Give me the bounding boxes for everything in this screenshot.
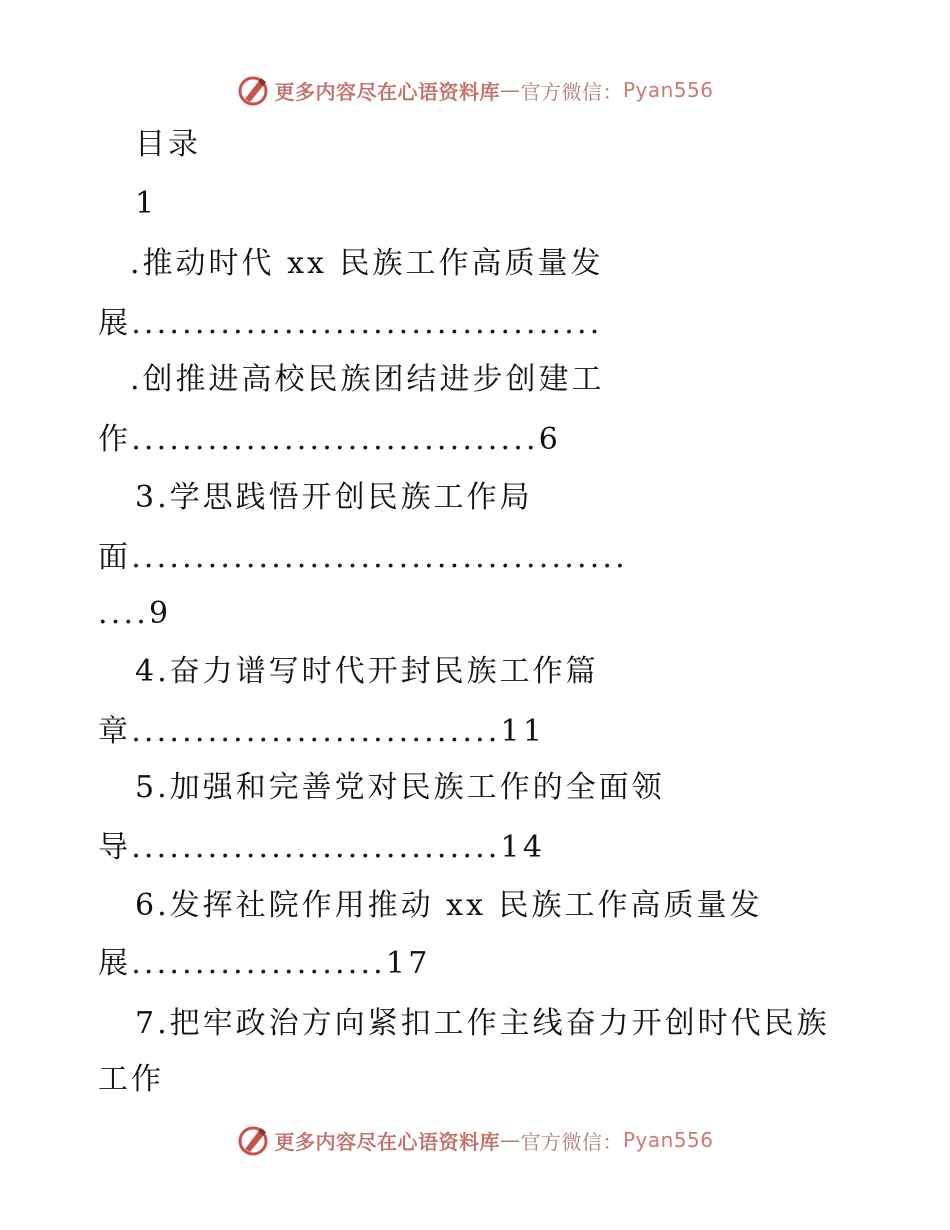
toc-item-2-leader: 作................................6	[98, 422, 562, 457]
toc-item-5-title: 5.加强和完善党对民族工作的全面领	[135, 770, 665, 805]
toc-item-6-leader: 展....................17	[98, 946, 431, 981]
toc-item-3-leader: 面.......................................	[98, 540, 628, 575]
watermark-header	[0, 70, 950, 110]
watermark-id: Pyan556	[622, 1128, 714, 1152]
watermark-main-text: 更多内容尽在心语资料库	[274, 1129, 500, 1154]
toc-item-6-title: 6.发挥社院作用推动 xx 民族工作高质量发	[135, 888, 763, 923]
toc-item-7-title: 7.把牢政治方向紧扣工作主线奋力开创时代民族	[135, 1006, 830, 1041]
watermark-dash: —	[499, 78, 521, 102]
watermark-id: Pyan556	[622, 78, 714, 102]
toc-item-3-page: ....9	[98, 596, 172, 631]
pen-logo-icon	[236, 1123, 270, 1157]
toc-number-1: 1	[135, 186, 158, 221]
toc-heading: 目录	[135, 127, 201, 162]
toc-item-1-leader: 展.....................................	[98, 306, 603, 341]
toc-item-1-title: .推动时代 xx 民族工作高质量发	[130, 246, 604, 281]
watermark-footer	[0, 1120, 950, 1160]
toc-item-4-leader: 章.............................11	[98, 714, 546, 749]
toc-item-5-leader: 导.............................14	[98, 830, 546, 865]
watermark-main-text: 更多内容尽在心语资料库	[274, 79, 500, 104]
toc-item-4-title: 4.奋力谱写时代开封民族工作篇	[135, 654, 599, 689]
pen-logo-icon	[236, 73, 270, 107]
toc-item-2-title: .创推进高校民族团结进步创建工	[130, 362, 605, 397]
toc-item-7-continued: 工作	[98, 1062, 164, 1097]
watermark-dash: —	[499, 1128, 521, 1152]
watermark-sub-text: 官方微信：	[520, 79, 623, 104]
watermark-sub-text: 官方微信：	[520, 1129, 623, 1154]
toc-item-3-title: 3.学思践悟开创民族工作局	[135, 480, 533, 515]
